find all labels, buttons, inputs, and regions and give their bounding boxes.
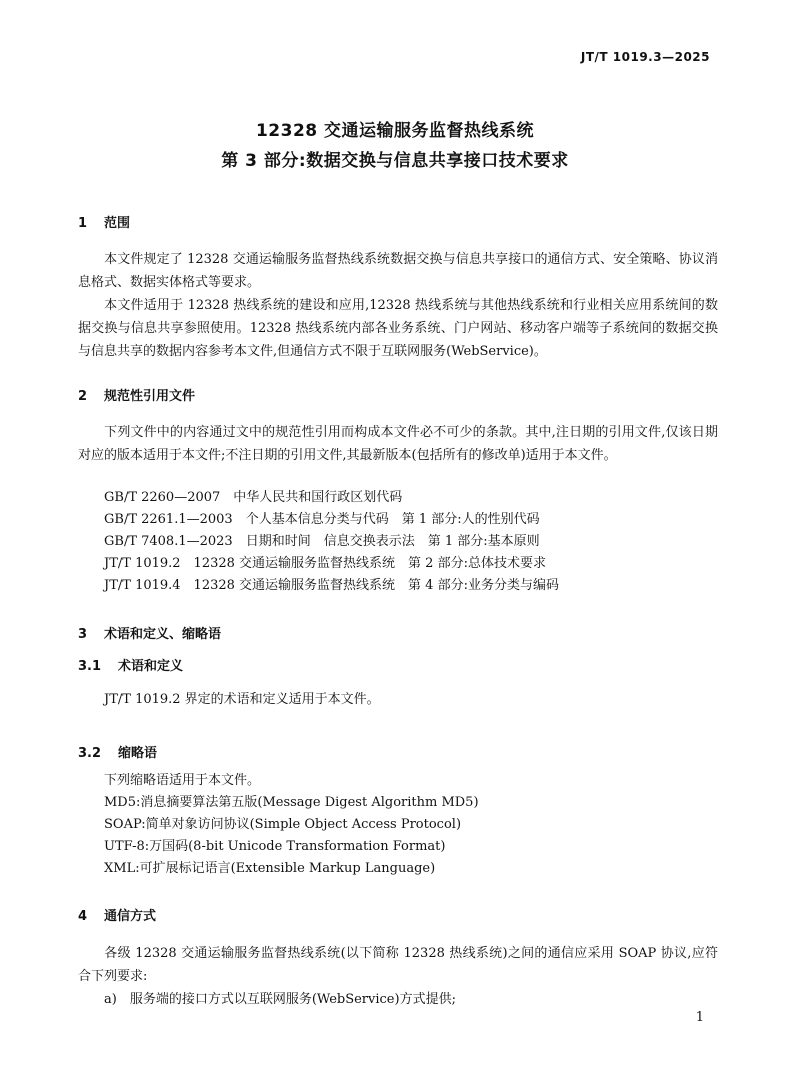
document-title — [0, 116, 790, 176]
reference-item: JT/T 1019.2 12328 交通运输服务监督热线系统 第 2 部分:总体技术要求 — [104, 556, 546, 571]
section-3-1-paragraph — [78, 688, 718, 711]
section-title: 规范性引用文件 — [104, 389, 196, 404]
standard-code: JT/T 1019.3—2025 — [580, 50, 710, 64]
section-1-heading — [78, 212, 130, 231]
section-3-1-heading — [78, 655, 183, 674]
section-title: 通信方式 — [104, 909, 157, 924]
page-number: 1 — [695, 1010, 704, 1025]
section-2-paragraph-1 — [78, 421, 718, 467]
section-number: 3 — [78, 627, 88, 642]
abbreviation-item: UTF-8:万国码(8-bit Unicode Transformation Format) — [104, 839, 446, 854]
abbreviation-item: XML:可扩展标记语言(Extensible Markup Language) — [104, 861, 436, 876]
abbreviation-item: SOAP:简单对象访问协议(Simple Object Access Protocol) — [104, 817, 462, 832]
section-title: 范围 — [104, 216, 131, 231]
paragraph-text: 下列文件中的内容通过文中的规范性引用而构成本文件必不可少的条款。其中,注日期的引用文件,仅该日期对应的版本适用于本文件;不注日期的引用文件,其最新版本(包括所有的修改单)适用于本文件。 — [78, 425, 718, 463]
section-number: 4 — [78, 909, 88, 924]
paragraph-text: 本文件规定了 12328 交通运输服务监督热线系统数据交换与信息共享接口的通信方式、安全策略、协议消息格式、数据实体格式等要求。 — [78, 252, 718, 290]
section-title: 术语和定义 — [118, 659, 184, 674]
section-3-heading — [78, 623, 221, 642]
reference-item: GB/T 2260—2007 中华人民共和国行政区划代码 — [104, 490, 403, 505]
reference-item: JT/T 1019.4 12328 交通运输服务监督热线系统 第 4 部分:业务分类与编码 — [104, 578, 559, 593]
section-3-2-heading — [78, 742, 157, 761]
paragraph-text: JT/T 1019.2 界定的术语和定义适用于本文件。 — [104, 692, 380, 707]
section-1-paragraph-1 — [78, 248, 718, 294]
section-number: 2 — [78, 389, 88, 404]
abbreviations-list — [104, 770, 479, 880]
section-number: 3.2 — [78, 746, 102, 761]
abbreviation-item: MD5:消息摘要算法第五版(Message Digest Algorithm MD5) — [104, 795, 479, 810]
normative-references-list — [104, 487, 559, 597]
section-4-requirements-list — [104, 989, 456, 1011]
section-title: 术语和定义、缩略语 — [104, 627, 222, 642]
section-1-paragraph-2 — [78, 294, 718, 363]
section-4-heading — [78, 905, 156, 924]
section-title: 缩略语 — [118, 746, 158, 761]
section-4-paragraph-1 — [78, 942, 718, 988]
title-line-1: 12328 交通运输服务监督热线系统 — [255, 121, 535, 141]
section-2-heading — [78, 385, 195, 404]
reference-item: GB/T 2261.1—2003 个人基本信息分类与代码 第 1 部分:人的性别代码 — [104, 512, 540, 527]
paragraph-text: 各级 12328 交通运输服务监督热线系统(以下简称 12328 热线系统)之间的通信应采用 SOAP 协议,应符合下列要求: — [78, 946, 718, 984]
abbreviation-intro: 下列缩略语适用于本文件。 — [104, 773, 261, 788]
requirement-item: a) 服务端的接口方式以互联网服务(WebService)方式提供; — [104, 992, 456, 1007]
section-number: 1 — [78, 216, 88, 231]
section-number: 3.1 — [78, 659, 102, 674]
title-line-2: 第 3 部分:数据交换与信息共享接口技术要求 — [221, 151, 569, 171]
reference-item: GB/T 7408.1—2023 日期和时间 信息交换表示法 第 1 部分:基本原则 — [104, 534, 540, 549]
paragraph-text: 本文件适用于 12328 热线系统的建设和应用,12328 热线系统与其他热线系统和行业相关应用系统间的数据交换与信息共享参照使用。12328 热线系统内部各业务系统、门户网站、移动客户端等子系统间的数据交换与信息共享的数据内容参考本文件,但通信方式不限于互联网服务(WebService)。 — [78, 298, 718, 359]
